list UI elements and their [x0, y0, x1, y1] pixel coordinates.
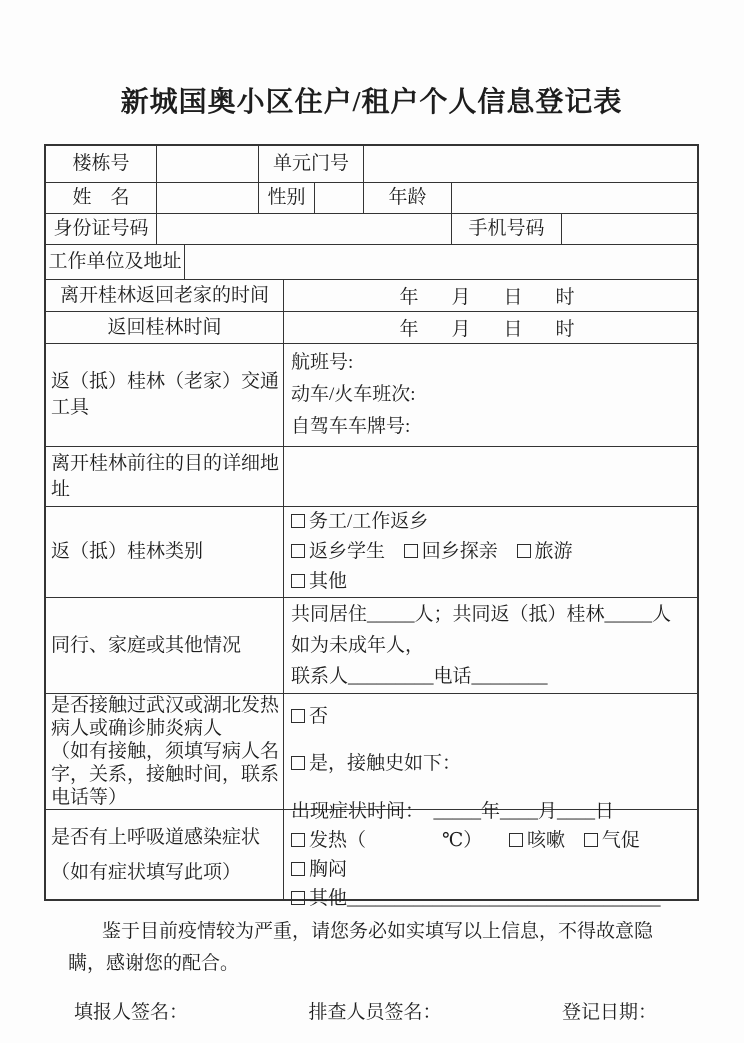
category-label: 返（抵）桂林类别 — [46, 507, 284, 597]
checkbox-icon[interactable] — [291, 756, 305, 770]
id-number-input[interactable] — [157, 214, 452, 244]
leave-time-label: 离开桂林返回老家的时间 — [46, 280, 284, 311]
contact-history-options — [284, 694, 697, 809]
contact-history-question: 是否接触过武汉或湖北发热病人或确诊肺炎病人 — [51, 695, 280, 739]
symptoms-note: （如有症状填写此项） — [51, 861, 242, 883]
option-category-other-label: 其他 — [309, 571, 348, 592]
option-travel-label: 旅游 — [534, 541, 573, 562]
table-row-destination — [46, 447, 697, 507]
building-no-label: 楼栋号 — [46, 146, 157, 182]
flight-no-label: 航班号: — [291, 352, 354, 373]
unit-no-input[interactable] — [364, 146, 697, 182]
contact-history-label — [46, 694, 284, 809]
leave-time-input[interactable] — [284, 280, 697, 311]
building-no-input[interactable] — [157, 146, 259, 182]
car-plate-label: 自驾车车牌号: — [291, 416, 411, 437]
option-travel — [517, 537, 573, 567]
gender-input[interactable] — [315, 183, 364, 213]
symptoms-label — [46, 810, 284, 899]
table-row-contact-history — [46, 694, 697, 810]
return-time-placeholder: 年 月 日 时 — [399, 319, 582, 340]
contact-yes-option — [284, 749, 697, 779]
option-chest-tightness — [291, 855, 347, 884]
return-time-label: 返回桂林时间 — [46, 312, 284, 343]
transport-input[interactable] — [284, 344, 697, 446]
contact-yes-label: 是，接触史如下： — [309, 753, 462, 774]
option-family-visit-label: 回乡探亲 — [421, 541, 498, 562]
table-row-name — [46, 183, 697, 214]
transport-label: 返（抵）桂林（老家）交通工具 — [46, 344, 284, 446]
table-row-category — [46, 507, 697, 598]
table-row-work — [46, 245, 697, 280]
option-cough-label: 咳嗽 — [527, 829, 566, 851]
table-row-transport — [46, 344, 697, 447]
leave-time-placeholder: 年 月 日 时 — [399, 287, 582, 308]
option-fever-label: 发热（ ℃） — [309, 829, 483, 851]
option-chest-tightness-label: 胸闷 — [309, 858, 348, 880]
companion-label: 同行、家庭或其他情况 — [46, 598, 284, 693]
checkbox-icon[interactable] — [517, 544, 531, 558]
other-blank-line: _________________________________ — [347, 887, 661, 909]
return-time-input[interactable] — [284, 312, 697, 343]
checkbox-icon[interactable] — [584, 833, 598, 847]
symptoms-question: 是否有上呼吸道感染症状 — [51, 826, 261, 848]
contact-no-option — [284, 702, 697, 732]
symptom-time-line: 出现症状时间： _____年____月____日 — [291, 800, 615, 822]
table-row-id — [46, 214, 697, 245]
category-options — [284, 507, 697, 597]
option-work-return — [291, 507, 428, 537]
option-symptom-other — [291, 884, 347, 913]
option-category-other — [291, 567, 347, 597]
name-label: 姓 名 — [46, 183, 157, 213]
companion-line-3: 联系人_________电话________ — [291, 666, 548, 687]
id-number-label: 身份证号码 — [46, 214, 157, 244]
option-student — [291, 537, 385, 567]
unit-no-label: 单元门号 — [259, 146, 364, 182]
inspector-signature-label: 排查人员签名： — [308, 1002, 442, 1023]
checkbox-icon[interactable] — [291, 544, 305, 558]
table-row-companion — [46, 598, 697, 694]
checkbox-icon[interactable] — [291, 514, 305, 528]
symptoms-details — [284, 800, 697, 909]
companion-details — [284, 598, 697, 693]
checkbox-icon[interactable] — [291, 574, 305, 588]
work-address-label: 工作单位及地址 — [46, 245, 185, 279]
form-content — [0, 80, 744, 1024]
table-row-return-time — [46, 312, 697, 344]
age-input[interactable] — [452, 183, 697, 213]
category-line-1 — [284, 507, 697, 537]
train-no-label: 动车/火车班次: — [291, 384, 416, 405]
destination-input[interactable] — [284, 447, 697, 506]
phone-number-label: 手机号码 — [452, 214, 562, 244]
checkbox-icon[interactable] — [291, 709, 305, 723]
checkbox-icon[interactable] — [291, 891, 305, 905]
footer-note: 鉴于目前疫情较为严重，请您务必如实填写以上信息，不得故意隐瞒，感谢您的配合。 — [68, 921, 654, 974]
destination-label: 离开桂林前往的目的详细地址 — [46, 447, 284, 506]
category-line-2 — [284, 537, 697, 567]
category-line-3 — [284, 567, 697, 597]
contact-no-label: 否 — [309, 706, 329, 727]
symptom-options-line — [284, 826, 697, 884]
option-fever — [291, 826, 482, 855]
companion-line-1: 共同居住_____人；共同返（抵）桂林_____人 — [291, 604, 672, 625]
option-family-visit — [404, 537, 498, 567]
option-work-return-label: 务工/工作返乡 — [309, 511, 429, 532]
table-row-symptoms — [46, 800, 697, 909]
option-cough — [509, 826, 565, 855]
companion-line-2: 如为未成年人， — [291, 635, 425, 656]
checkbox-icon[interactable] — [291, 862, 305, 876]
option-symptom-other-label: 其他 — [309, 887, 348, 909]
age-label: 年龄 — [364, 183, 452, 213]
checkbox-icon[interactable] — [509, 833, 523, 847]
table-row-leave-time — [46, 280, 697, 312]
checkbox-icon[interactable] — [404, 544, 418, 558]
name-input[interactable] — [157, 183, 259, 213]
phone-number-input[interactable] — [562, 214, 697, 244]
symptom-other-line — [284, 884, 697, 913]
registration-date-label: 登记日期： — [561, 1002, 657, 1023]
option-short-breath — [584, 826, 640, 855]
table-row-building — [46, 146, 697, 183]
work-address-input[interactable] — [185, 245, 697, 279]
contact-history-note: （如有接触，须填写病人名字，关系，接触时间，联系电话等） — [51, 741, 280, 808]
registration-table — [44, 144, 699, 909]
reporter-signature-label: 填报人签名： — [74, 1002, 189, 1023]
page-title: 新城国奥小区住户/租户个人信息登记表 — [120, 87, 623, 118]
checkbox-icon[interactable] — [291, 833, 305, 847]
signature-row — [74, 997, 657, 1024]
option-short-breath-label: 气促 — [601, 829, 640, 851]
gender-label: 性别 — [259, 183, 315, 213]
option-student-label: 返乡学生 — [309, 541, 386, 562]
